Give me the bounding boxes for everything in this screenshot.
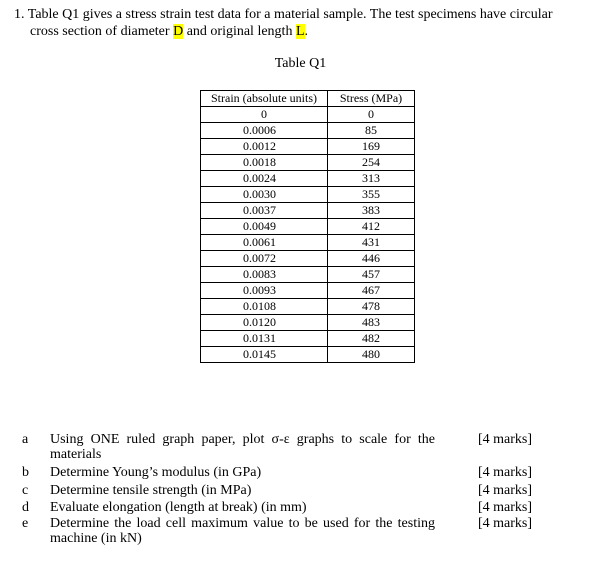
table-row bbox=[201, 123, 415, 139]
strain-cell: 0 bbox=[201, 107, 328, 123]
stress-cell: 254 bbox=[328, 155, 415, 171]
task-text: Evaluate elongation (length at break) (in mm) bbox=[50, 500, 307, 515]
diameter-symbol: D bbox=[173, 24, 184, 39]
table-row bbox=[201, 331, 415, 347]
table-body bbox=[201, 107, 415, 363]
task-marks: [4 marks] bbox=[478, 465, 533, 480]
strain-cell: 0.0024 bbox=[201, 171, 328, 187]
task-text: Determine Young’s modulus (in GPa) bbox=[50, 465, 262, 480]
task-marks: [4 marks] bbox=[478, 516, 533, 531]
stress-cell: 478 bbox=[328, 299, 415, 315]
strain-cell: 0.0037 bbox=[201, 203, 328, 219]
stress-cell: 313 bbox=[328, 171, 415, 187]
strain-cell: 0.0049 bbox=[201, 219, 328, 235]
strain-cell: 0.0120 bbox=[201, 315, 328, 331]
table-caption: Table Q1 bbox=[274, 56, 327, 71]
table-row bbox=[201, 187, 415, 203]
task-marks: [4 marks] bbox=[478, 483, 533, 498]
question-line-2 bbox=[14, 23, 584, 40]
table-row bbox=[201, 155, 415, 171]
task-letter: c bbox=[22, 483, 29, 498]
table-row bbox=[201, 107, 415, 123]
strain-column-header: Strain (absolute units) bbox=[201, 91, 328, 107]
strain-cell: 0.0083 bbox=[201, 267, 328, 283]
task-letter: e bbox=[22, 516, 29, 531]
table-row bbox=[201, 171, 415, 187]
stress-cell: 480 bbox=[328, 347, 415, 363]
strain-cell: 0.0108 bbox=[201, 299, 328, 315]
task-text: Determine the load cell maximum value to be used for the testing machine (in kN) bbox=[50, 516, 435, 546]
strain-cell: 0.0012 bbox=[201, 139, 328, 155]
stress-cell: 85 bbox=[328, 123, 415, 139]
strain-cell: 0.0072 bbox=[201, 251, 328, 267]
table-row bbox=[201, 283, 415, 299]
question-statement bbox=[14, 6, 584, 40]
strain-cell: 0.0093 bbox=[201, 283, 328, 299]
table-row bbox=[201, 347, 415, 363]
stress-cell: 482 bbox=[328, 331, 415, 347]
strain-cell: 0.0006 bbox=[201, 123, 328, 139]
task-text: Determine tensile strength (in MPa) bbox=[50, 483, 252, 498]
table-row bbox=[201, 251, 415, 267]
task-marks: [4 marks] bbox=[478, 432, 533, 447]
strain-cell: 0.0018 bbox=[201, 155, 328, 171]
stress-cell: 355 bbox=[328, 187, 415, 203]
table-row bbox=[201, 219, 415, 235]
strain-cell: 0.0145 bbox=[201, 347, 328, 363]
question-line-1: 1. Table Q1 gives a stress strain test data for a material sample. The test specimens have circular bbox=[14, 7, 553, 22]
stress-cell: 169 bbox=[328, 139, 415, 155]
table-row bbox=[201, 203, 415, 219]
table-row bbox=[201, 315, 415, 331]
stress-cell: 431 bbox=[328, 235, 415, 251]
stress-column-header: Stress (MPa) bbox=[328, 91, 415, 107]
stress-cell: 457 bbox=[328, 267, 415, 283]
question-line-2-suffix: . bbox=[304, 24, 309, 39]
table-row bbox=[201, 235, 415, 251]
length-symbol: L bbox=[295, 24, 305, 39]
strain-cell: 0.0131 bbox=[201, 331, 328, 347]
question-line-2-prefix: cross section of diameter bbox=[30, 24, 174, 39]
task-letter: b bbox=[22, 465, 29, 480]
task-letter: a bbox=[22, 432, 29, 447]
stress-cell: 467 bbox=[328, 283, 415, 299]
question-line-2-mid: and original length bbox=[183, 24, 296, 39]
table-row bbox=[201, 299, 415, 315]
stress-strain-table bbox=[200, 90, 415, 363]
stress-cell: 483 bbox=[328, 315, 415, 331]
stress-cell: 412 bbox=[328, 219, 415, 235]
stress-cell: 446 bbox=[328, 251, 415, 267]
stress-cell: 0 bbox=[328, 107, 415, 123]
table-row bbox=[201, 267, 415, 283]
task-text: Using ONE ruled graph paper, plot σ-ε graphs to scale for the materials bbox=[50, 432, 435, 462]
table-row bbox=[201, 139, 415, 155]
task-letter: d bbox=[22, 500, 29, 515]
task-marks: [4 marks] bbox=[478, 500, 533, 515]
table-header-row bbox=[201, 91, 415, 107]
stress-cell: 383 bbox=[328, 203, 415, 219]
strain-cell: 0.0030 bbox=[201, 187, 328, 203]
strain-cell: 0.0061 bbox=[201, 235, 328, 251]
